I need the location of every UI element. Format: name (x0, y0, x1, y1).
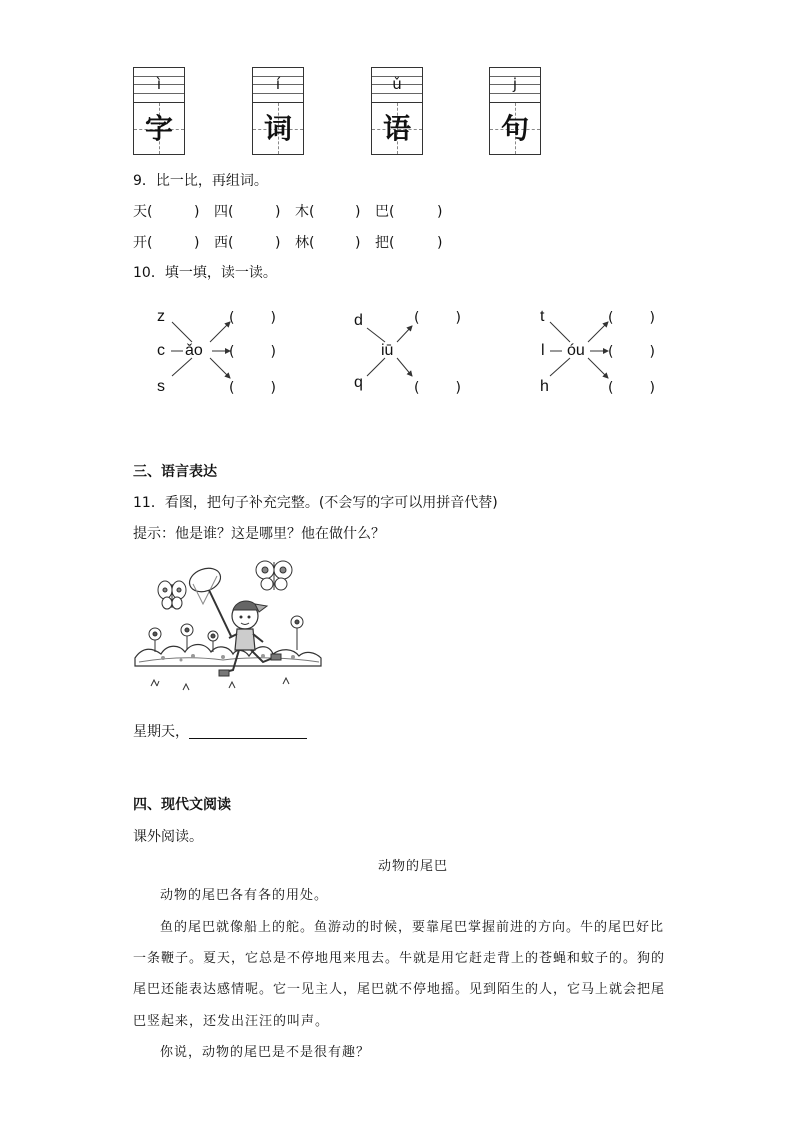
blank-close: ) (275, 235, 281, 251)
question-11-title: 11．看图，把句子补充完整。(不会写的字可以用拼音代替) (133, 495, 498, 511)
blank-close: ) (437, 235, 443, 251)
initial-letter: c (157, 342, 165, 359)
initial-letter: d (354, 312, 363, 329)
blank-close: ) (275, 204, 281, 220)
answer-blank[interactable]: ( ) (414, 310, 461, 326)
question-10-title: 10．填一填，读一读。 (133, 265, 277, 281)
answer-blank[interactable]: ( ) (608, 344, 655, 360)
passage-line: 尾巴还能表达感情呢。它一见主人，尾巴就不停地摇。见到陌生的人，它马上就会把尾 (133, 982, 666, 997)
sentence-start: 星期天， (133, 724, 189, 740)
passage-line: 鱼的尾巴就像船上的舵。鱼游动的时候，要靠尾巴掌握前进的方向。牛的尾巴好比 (160, 920, 665, 935)
hanzi-char: 语 (382, 112, 411, 145)
boy-catching-butterflies-illustration (133, 558, 323, 698)
initial-letter: q (354, 374, 363, 391)
blank-close: ) (194, 235, 200, 251)
compare-item: 天( (133, 204, 153, 220)
hanzi-char: 词 (263, 112, 292, 145)
compare-item: 巴( (375, 204, 395, 220)
pinyin-letter: ì (156, 75, 162, 93)
initial-letter: t (540, 308, 545, 325)
tianzige-box (133, 67, 185, 155)
answer-blank[interactable]: ( ) (229, 344, 276, 360)
passage-line: 你说，动物的尾巴是不是很有趣？ (160, 1045, 371, 1060)
tianzige-box (371, 67, 423, 155)
passage-title: 动物的尾巴 (378, 859, 449, 874)
compare-item: 林( (295, 235, 315, 251)
blank-close: ) (355, 235, 361, 251)
passage-line: 巴竖起来，还发出汪汪的叫声。 (133, 1014, 330, 1029)
hanzi-char: 字 (144, 112, 173, 145)
answer-blank[interactable]: ( ) (229, 380, 276, 396)
compare-item: 四( (214, 204, 234, 220)
blank-close: ) (437, 204, 443, 220)
compare-item: 开( (133, 235, 153, 251)
section-heading: 三、语言表达 (133, 464, 217, 480)
blank-close: ) (194, 204, 200, 220)
passage-line: 动物的尾巴各有各的用处。 (160, 888, 329, 903)
tianzige-box (252, 67, 304, 155)
answer-blank[interactable]: ( ) (229, 310, 276, 326)
tianzige-box (489, 67, 541, 155)
compare-item: 把( (375, 235, 395, 251)
section-heading: 四、现代文阅读 (133, 797, 231, 813)
final-syllable: ǎo (185, 342, 203, 359)
blank-close: ) (355, 204, 361, 220)
compare-item: 木( (295, 204, 315, 220)
initial-letter: z (157, 308, 165, 325)
answer-blank[interactable]: ( ) (608, 380, 655, 396)
final-syllable: iū (381, 342, 394, 359)
reading-intro: 课外阅读。 (133, 829, 203, 845)
initial-letter: l (541, 342, 545, 359)
initial-letter: s (157, 378, 165, 395)
compare-item: 西( (214, 235, 234, 251)
hint-text: 提示：他是谁？这是哪里？他在做什么？ (133, 526, 385, 542)
question-9-title: 9．比一比，再组词。 (133, 173, 268, 189)
answer-blank[interactable]: ( ) (608, 310, 655, 326)
answer-blank[interactable]: ( ) (414, 380, 461, 396)
final-syllable: óu (567, 342, 585, 359)
passage-line: 一条鞭子。夏天，它总是不停地甩来甩去。牛就是用它赶走背上的苍蝇和蚊子的。狗的 (133, 951, 666, 966)
pinyin-letter: j (512, 75, 518, 93)
pinyin-letter: ǔ (392, 75, 402, 93)
answer-line[interactable] (189, 738, 307, 739)
initial-letter: h (540, 378, 549, 395)
hanzi-char: 句 (500, 112, 529, 145)
pinyin-letter: í (275, 75, 281, 93)
